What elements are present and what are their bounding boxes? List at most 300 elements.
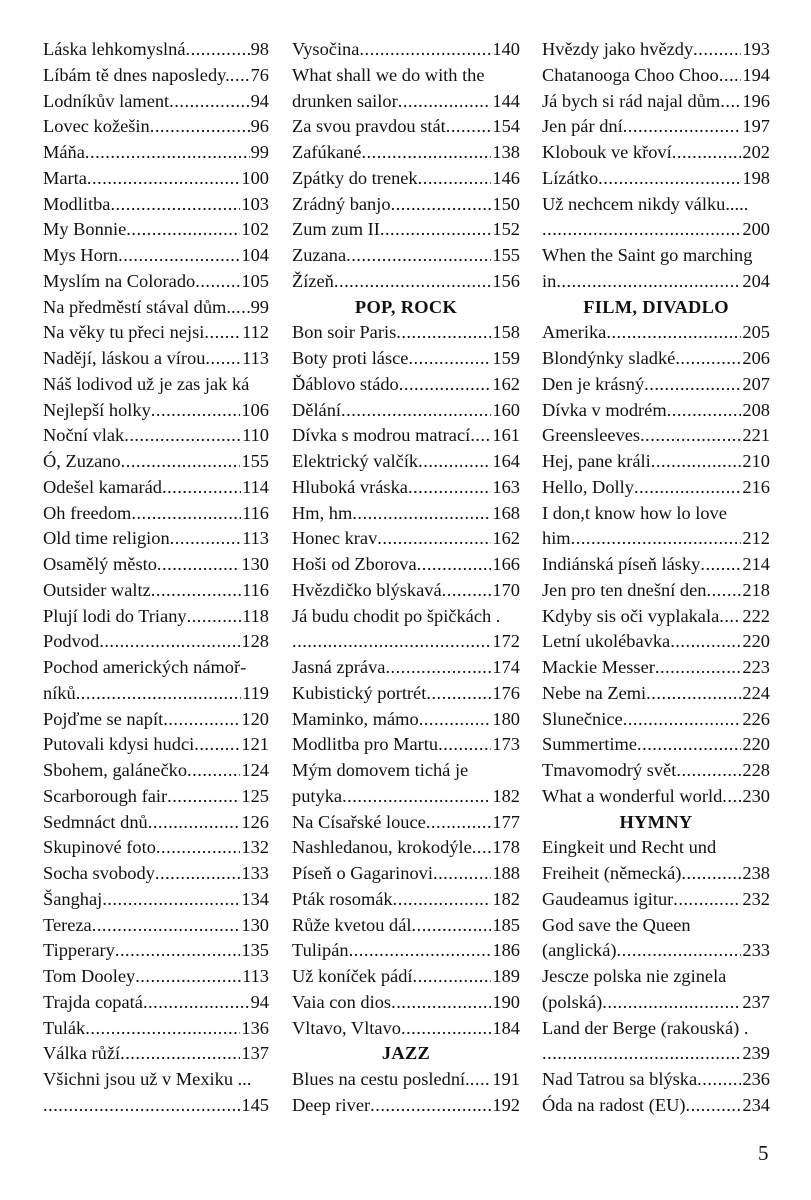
entry-title: Freiheit (německá) [542,863,682,883]
entry-title: Kdyby sis oči vyplakala [542,605,720,626]
dot-leader [442,578,492,604]
entry-page-number: 204 [742,270,770,291]
entry-page-number: 134 [241,888,269,909]
entry-page-number: 126 [241,811,269,832]
entry-page-number: 138 [492,142,520,162]
dot-leader [670,629,741,655]
index-entry [542,1041,770,1067]
entry-title: Deep river [292,1094,371,1115]
index-entry [292,501,520,527]
entry-page-number: 220 [742,734,770,755]
dot-leader [606,320,741,346]
entry-title: Elektrický valčík [292,451,419,471]
entry-page-number: 94 [250,991,269,1012]
dot-leader [131,501,241,527]
entry-title: in [542,270,557,291]
entry-title: Blondýnky sladké [542,348,676,368]
dot-leader [143,990,250,1016]
dot-leader [706,578,741,604]
index-entry [292,784,520,810]
index-entry [43,526,269,552]
dot-leader [204,320,241,346]
dot-leader [391,990,491,1016]
dot-leader [230,63,250,89]
entry-title: Sbohem, galánečko [43,760,188,780]
dot-leader [646,681,741,707]
dot-leader [349,938,492,964]
entry-title: Plují lodi do Triany [43,605,187,626]
dot-leader [155,861,241,887]
dot-leader [634,475,741,501]
index-entry [542,449,770,475]
index-entry [542,758,770,784]
entry-title: Outsider waltz [43,579,151,600]
entry-title: Zpátky do trenek [292,167,418,188]
index-entry [292,861,520,887]
entry-title: Ó, Zuzano [43,451,121,471]
entry-title: Hello, Dolly [542,476,634,497]
dot-leader [121,449,241,475]
entry-page-number: 182 [492,785,520,806]
entry-page-number: 145 [241,1094,269,1115]
entry-page-number: 233 [742,940,770,961]
entry-title: Blues na cestu poslední. [292,1069,470,1089]
entry-title: What a wonderful world [542,785,723,806]
entry-page-number: 232 [742,888,770,909]
dot-leader [187,758,240,784]
index-entry [292,398,520,424]
section-heading-text: FILM, DIVADLO [583,296,729,317]
entry-title: Na Císařské louce [292,811,426,832]
index-entry [542,629,770,655]
entry-title: Hvězdičko blýskavá [292,579,442,600]
entry-page-number: 198 [742,167,770,188]
entry-page-number: 185 [492,914,520,935]
entry-title: Amerika [542,322,607,343]
entry-title: Nejlepší holky [43,399,151,420]
entry-page-number: 130 [241,914,269,935]
dot-leader [370,1093,491,1119]
dot-leader [667,398,742,424]
entry-page-number: 172 [492,631,520,652]
entry-title: Všichni jsou už v Mexiku ... [43,1069,252,1089]
entry-title: Šanghaj [43,888,103,909]
index-entry [542,938,770,964]
entry-title: Kubistický portrét [292,682,427,703]
entry-page-number: 234 [742,1094,770,1115]
entry-page-number: 155 [492,245,520,265]
dot-leader [571,526,742,552]
entry-title: Už nechcem nikdy válku..... [542,193,749,214]
index-entry [43,89,269,115]
entry-page-number: 180 [492,708,520,729]
index-entry [43,423,269,449]
entry-title: Dělání [292,399,342,420]
entry-title: Den je krásný [542,373,645,394]
index-entry [43,861,269,887]
index-entry [43,37,269,63]
index-entry [292,346,520,372]
entry-page-number: 119 [242,682,269,703]
entry-title: (anglická) [542,940,617,961]
entry-title: Modlitba [43,193,111,214]
entry-title: Podvod [43,631,100,652]
dot-leader [472,835,492,861]
dot-leader [408,475,491,501]
entry-page-number: 222 [742,605,770,626]
dot-leader [170,526,241,552]
index-entry [43,578,269,604]
entry-title: Tulák [43,1017,86,1038]
dot-leader [92,913,241,939]
entry-page-number: 161 [492,425,520,446]
dot-leader [417,552,492,578]
entry-title: Noční vlak [43,425,125,446]
index-entry [43,1016,269,1042]
dot-leader [85,140,250,166]
entry-page-number: 191 [492,1069,520,1089]
dot-leader [644,372,741,398]
dot-leader [187,604,242,630]
entry-page-number: 206 [742,348,770,368]
entry-page-number: 113 [242,966,269,986]
index-entry [542,140,770,166]
entry-page-number: 190 [492,991,520,1012]
entry-title: Mackie Messer [542,657,655,677]
dot-leader [720,89,741,115]
index-entry [292,114,520,140]
index-entry [542,37,770,63]
index-entry [542,526,770,552]
entry-page-number: 228 [742,760,770,780]
entry-page-number: 132 [241,837,269,858]
entry-title: Jen pro ten dnešní den [542,579,707,600]
entry-title: (polská) [542,991,603,1012]
index-entry [542,861,770,887]
dot-leader [195,269,240,295]
index-entry [292,1093,520,1119]
entry-title: Mým domovem tichá je [292,760,469,780]
dot-leader [673,887,741,913]
index-entry [292,810,520,836]
index-entry [43,938,269,964]
entry-title: Válka růží [43,1043,121,1064]
index-entry [542,320,770,346]
index-entry [43,1041,269,1067]
entry-title: Dívka v modrém [542,399,667,420]
index-entry [292,578,520,604]
entry-title: Slunečnice [542,708,623,729]
index-entry [542,835,770,861]
entry-page-number: 116 [242,579,269,600]
dot-leader [396,320,491,346]
entry-page-number: 178 [492,837,520,858]
index-entry [542,552,770,578]
entry-page-number: 99 [250,142,269,162]
index-entry [292,758,520,784]
dot-leader [231,295,250,321]
entry-page-number: 220 [742,631,770,652]
index-entry [43,758,269,784]
entry-title: Pochod amerických námoř- [43,657,247,677]
entry-title: Tipperary [43,940,115,961]
index-entry [43,346,269,372]
entry-title: Jasná zpráva [292,657,386,677]
index-entry [542,604,770,630]
entry-title: Skupinové foto [43,837,156,858]
entry-page-number: 182 [492,888,520,909]
index-entry [43,475,269,501]
index-entry [43,63,269,89]
entry-page-number: 214 [742,554,770,574]
entry-title: Trajda copatá [43,991,143,1012]
dot-leader [433,861,491,887]
index-entry [43,732,269,758]
entry-title: Honec krav [292,528,378,549]
dot-leader [556,269,741,295]
index-entry [43,295,269,321]
index-entry [43,887,269,913]
index-entry [292,243,520,269]
entry-title: Hluboká vráska [292,476,408,497]
entry-title: Vysočina [292,39,360,59]
dot-leader [719,604,741,630]
index-entry [542,192,770,218]
entry-title: Socha svobody [43,863,155,883]
entry-title: Oh freedom [43,502,132,523]
dot-leader [623,114,742,140]
index-entry [43,243,269,269]
entry-title: Zuzana [292,245,347,265]
entry-page-number: 218 [742,579,770,600]
dot-leader [602,990,741,1016]
entry-title: Chatanooga Choo Choo [542,64,719,85]
index-entry [542,398,770,424]
index-entry [292,217,520,243]
index-entry [292,89,520,115]
index-entry [43,655,269,681]
index-entry [542,990,770,1016]
index-column-1 [43,37,269,1119]
entry-title: Tulipán [292,940,349,961]
entry-page-number: 210 [742,451,770,471]
entry-title: Scarborough fair [43,785,168,806]
entry-title: níků [43,682,76,703]
entry-page-number: 163 [492,476,520,497]
index-column-3 [542,37,770,1119]
entry-title: Boty proti lásce [292,348,409,368]
entry-title: Zum zum II [292,219,380,240]
entry-page-number: 216 [742,476,770,497]
index-entry [292,629,520,655]
entry-title: Pták rosomák [292,888,393,909]
dot-leader [167,784,240,810]
dot-leader [542,1041,741,1067]
index-entry [292,372,520,398]
entry-page-number: 100 [241,167,269,188]
entry-page-number: 166 [492,554,520,574]
entry-page-number: 118 [242,605,269,626]
dot-leader [126,217,240,243]
dot-leader [118,243,240,269]
entry-page-number: 200 [742,219,770,240]
entry-title: Růže kvetou dál [292,914,412,935]
dot-leader [292,629,491,655]
dot-leader [115,938,241,964]
index-entry [542,1016,770,1042]
dot-leader [693,37,741,63]
index-entry [43,964,269,990]
index-entry [292,604,520,630]
dot-leader [359,37,491,63]
entry-title: Marta [43,167,87,188]
entry-page-number: 105 [241,270,269,291]
dot-leader [150,114,250,140]
dot-leader [399,372,492,398]
entry-title: God save the Queen [542,914,691,935]
index-entry [43,629,269,655]
entry-page-number: 221 [742,425,770,446]
dot-leader [156,835,241,861]
index-entry [542,166,770,192]
dot-leader [102,887,240,913]
entry-page-number: 226 [742,708,770,729]
entry-page-number: 106 [241,399,269,420]
dot-leader [341,398,491,424]
dot-leader [651,449,742,475]
dot-leader [426,681,491,707]
index-entry [292,37,520,63]
entry-page-number: 156 [492,270,520,291]
dot-leader [151,578,241,604]
entry-title: Óda na radost (EU) [542,1094,686,1115]
index-entry [542,269,770,295]
index-entry [43,552,269,578]
index-entry [542,964,770,990]
index-entry [292,964,520,990]
index-entry [292,1016,520,1042]
entry-title: Na předměstí stával dům. [43,296,231,317]
dot-leader [470,423,491,449]
entry-page-number: 176 [492,682,520,703]
entry-page-number: 130 [241,554,269,574]
dot-leader [418,449,491,475]
entry-title: Letní ukolébavka [542,631,671,652]
dot-leader [162,475,241,501]
entry-title: Píseň o Gagarinovi [292,863,433,883]
entry-title: I don,t know how lo love [542,502,727,523]
entry-title: Žízeň [292,270,334,291]
entry-page-number: 113 [242,528,269,549]
entry-title: Land der Berge (rakouská) . [542,1017,749,1038]
entry-title: Odešel kamarád [43,476,162,497]
dot-leader [76,681,241,707]
dot-leader [377,526,491,552]
index-entry [292,938,520,964]
entry-page-number: 224 [742,682,770,703]
entry-title: Hej, pane králi [542,451,651,471]
entry-title: Vltavo, Vltavo [292,1017,401,1038]
dot-leader [408,346,491,372]
entry-page-number: 137 [241,1043,269,1064]
index-entry [43,269,269,295]
entry-page-number: 124 [241,760,269,780]
entry-page-number: 136 [241,1017,269,1038]
entry-page-number: 239 [742,1043,770,1064]
entry-title: Modlitba pro Martu [292,734,439,755]
index-entry [43,320,269,346]
dot-leader [361,140,491,166]
dot-leader [380,217,492,243]
dot-leader [186,37,250,63]
section-heading-text: JAZZ [381,1043,431,1064]
entry-page-number: 110 [242,425,269,446]
dot-leader [719,63,742,89]
dot-leader [148,810,241,836]
index-entry [292,681,520,707]
entry-title: Osamělý město [43,554,157,574]
index-entry [43,707,269,733]
dot-leader [722,784,741,810]
entry-page-number: 98 [250,39,269,59]
index-entry [542,1093,770,1119]
dot-leader [87,166,240,192]
dot-leader [43,1093,240,1119]
dot-leader [346,243,491,269]
entry-title: Na věky tu přeci nejsi [43,322,205,343]
dot-leader [446,114,492,140]
index-entry [292,475,520,501]
dot-leader [401,1016,491,1042]
entry-title: Máňa [43,142,85,162]
entry-page-number: 133 [241,863,269,883]
index-entry [292,320,520,346]
index-entry [542,372,770,398]
dot-leader [385,655,491,681]
entry-page-number: 135 [241,940,269,961]
entry-page-number: 76 [250,64,269,85]
dot-leader [398,89,492,115]
entry-page-number: 162 [492,528,520,549]
entry-title: Jen pár dní [542,116,623,137]
entry-page-number: 174 [492,657,520,677]
index-entry [542,475,770,501]
dot-leader [598,166,741,192]
index-entry [542,887,770,913]
entry-title: Tmavomodrý svět [542,760,677,780]
entry-page-number: 96 [250,116,269,137]
dot-leader [110,192,240,218]
entry-page-number: 208 [742,399,770,420]
index-entry [292,552,520,578]
entry-page-number: 150 [492,193,520,214]
entry-title: Bon soir Paris [292,322,397,343]
index-entry [292,707,520,733]
entry-page-number: 152 [492,219,520,240]
entry-page-number: 192 [492,1094,520,1115]
entry-title: Putovali kdysi hudci [43,734,195,755]
entry-title: Lovec kožešin [43,116,150,137]
dot-leader [120,1041,240,1067]
index-entry [43,784,269,810]
dot-leader [700,552,741,578]
entry-page-number: 177 [492,811,520,832]
index-entry [542,89,770,115]
entry-page-number: 120 [241,708,269,729]
entry-title: Náš lodivod už je zas jak ká [43,373,250,394]
index-entry [292,835,520,861]
entry-page-number: 94 [250,90,269,111]
